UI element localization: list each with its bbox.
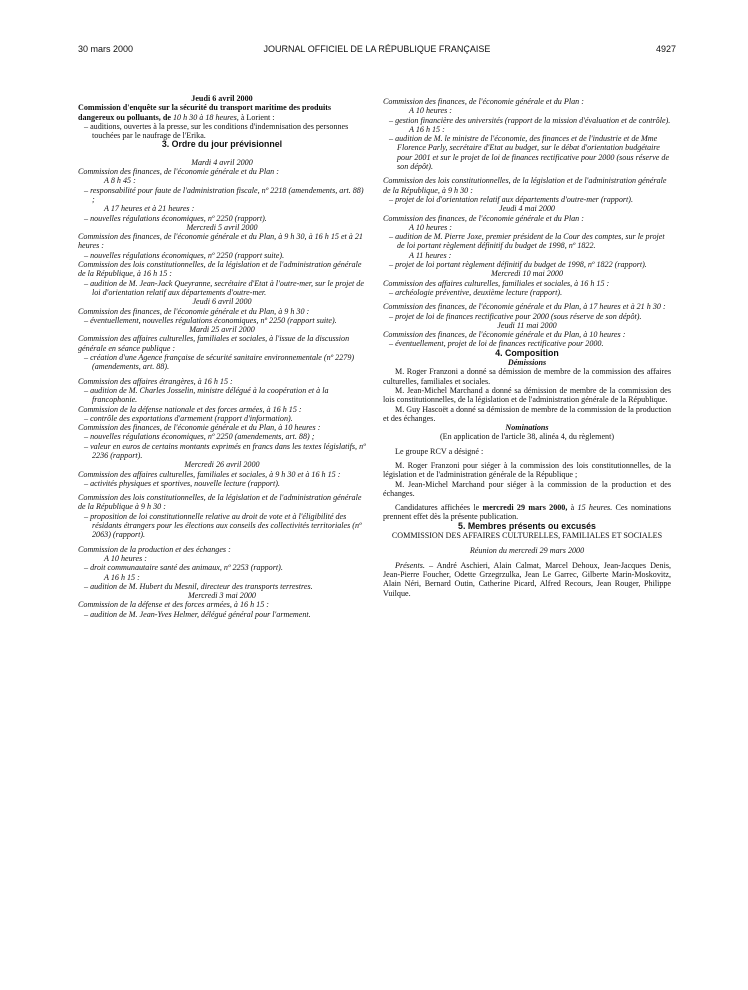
commission-line: Commission des finances, de l'économie générale et du Plan : bbox=[383, 97, 584, 106]
resignation-paragraph: M. Guy Hascoët a donné sa démission de membre de la commission de la production et des échanges. bbox=[383, 404, 671, 423]
day-heading: Mercredi 3 mai 2000 bbox=[188, 591, 256, 601]
presents-paragraph: Présents. – André Aschieri, Alain Calmat, Marcel Dehoux, Jean-Jacques Denis, Jean-Pierre Foucher, Odette Grzegrzulka, Jean Le Garrec, Gilberte Marin-Moskovitz, Alain Néri, Bernard Outin, Catherine Picard, Alfred Recours, Jean Rouger, Philippe Vuilque. bbox=[383, 560, 671, 598]
commission-line: Commission des lois constitutionnelles, de la législation et de l'administration générale de la République à 9 h 30 : bbox=[78, 493, 362, 512]
commission-line: Commission des lois constitutionnelles, de la législation et de l'administration générale de la République, à 9 h 30 : bbox=[383, 176, 667, 195]
commission-line: Commission de la production et des échanges : bbox=[78, 544, 231, 554]
agenda-item: – contrôle des exportations d'armement (rapport d'information). bbox=[84, 413, 293, 423]
section-title: 4. Composition bbox=[495, 347, 559, 358]
agenda-item: – éventuellement, nouvelles régulations économiques, nº 2250 (rapport suite). bbox=[84, 315, 337, 325]
commission-line: Commission des affaires culturelles, familiales et sociales, à l'issue de la discussion générale en séance publique : bbox=[78, 334, 350, 353]
commission-line: Commission des finances, de l'économie générale et du Plan : bbox=[383, 213, 584, 223]
commission-line: Commission de la défense et des forces armées, à 16 h 15 : bbox=[78, 600, 269, 610]
agenda-item: – valeur en euros de certains montants exprimés en francs dans les textes législatifs, nº 2236 (rapport). bbox=[84, 441, 366, 460]
application-note: (En application de l'article 38, alinéa 4, du règlement) bbox=[439, 432, 615, 442]
agenda-item: – activités physiques et sportives, nouvelle lecture (rapport). bbox=[84, 478, 280, 488]
right-column bbox=[383, 97, 671, 598]
agenda-item: – nouvelles régulations économiques, nº 2250 (rapport suite). bbox=[84, 250, 285, 260]
agenda-item: – projet de loi de finances rectificative pour 2000 (sous réserve de son dépôt). bbox=[389, 311, 642, 321]
agenda-item: – droit communautaire santé des animaux, nº 2253 (rapport). bbox=[84, 563, 283, 573]
agenda-item: – auditions, ouvertes à la presse, sur les conditions d'indemnisation des personnes touchées par le naufrage de l'Erika. bbox=[84, 121, 349, 141]
commission-line: Commission des finances, de l'économie générale et du Plan, à 10 heures : bbox=[383, 330, 626, 340]
commission-line: Commission des lois constitutionnelles, de la législation et de l'administration générale de la République, à 16 h 15 : bbox=[78, 260, 362, 279]
section-title: 5. Membres présents ou excusés bbox=[458, 520, 596, 531]
commission-line: Commission des finances, de l'économie générale et du Plan : bbox=[78, 167, 279, 177]
agenda-item: – nouvelles régulations économiques, nº 2250 (amendements, art. 88) ; bbox=[84, 432, 315, 442]
day-heading: Mercredi 26 avril 2000 bbox=[184, 460, 260, 470]
day-heading: Jeudi 6 avril 2000 bbox=[191, 94, 253, 103]
header-date: 30 mars 2000 bbox=[78, 44, 134, 54]
time-line: A 11 heures : bbox=[409, 250, 452, 260]
day-heading: Jeudi 4 mai 2000 bbox=[499, 204, 555, 214]
time-line: A 10 heures : bbox=[409, 222, 452, 232]
agenda-item: – audition de M. le ministre de l'économie, des finances et de l'industrie et de Mme Florence Parly, secrétaire d'Etat au budget, sur le débat d'orientation budgétaire pour 2001 et sur le projet de loi de finances rectificative pour 2000 (sous réserve de son dépôt). bbox=[389, 134, 670, 172]
subsection-title: Nominations bbox=[505, 423, 549, 433]
agenda-item: – gestion financière des universités (rapport de la mission d'évaluation et de contrôle). bbox=[389, 115, 671, 125]
day-heading: Jeudi 11 mai 2000 bbox=[497, 320, 557, 330]
day-heading: Mardi 25 avril 2000 bbox=[189, 325, 255, 335]
agenda-item: – proposition de loi constitutionnelle relative au droit de vote et à l'éligibilité des résidants étrangers pour les élections aux conseils des collectivités territoriales (nº 2063) (rapport). bbox=[84, 511, 362, 540]
commission-line: Commission des finances, de l'économie générale et du Plan, à 9 h 30 : bbox=[78, 306, 310, 316]
commission-paragraph: Commission d'enquête sur la sécurité du transport maritime des produits dangereux ou polluants, de 10 h 30 à 18 heures, à Lorient : bbox=[78, 103, 332, 122]
time-line: A 8 h 45 : bbox=[104, 176, 136, 186]
commission-line: Commission des affaires culturelles, familiales et sociales, à 16 h 15 : bbox=[383, 278, 610, 288]
agenda-item: – projet de loi portant règlement définitif du budget de 1998, nº 1822 (rapport). bbox=[389, 260, 647, 270]
commission-line: Commission des finances, de l'économie générale et du Plan, à 9 h 30, à 16 h 15 et à 21 heures : bbox=[78, 232, 363, 251]
time-line: A 16 h 15 : bbox=[409, 124, 445, 134]
time-line: A 10 heures : bbox=[409, 106, 452, 116]
agenda-item: – projet de loi d'orientation relatif aux départements d'outre-mer (rapport). bbox=[389, 194, 633, 204]
time-line: A 17 heures et à 21 heures : bbox=[104, 204, 195, 214]
header-page-number: 4927 bbox=[655, 44, 676, 54]
commission-line: Commission des finances, de l'économie générale et du Plan, à 10 heures : bbox=[78, 423, 321, 433]
day-heading: Mercredi 10 mai 2000 bbox=[490, 269, 563, 279]
nomination-paragraph: M. Jean-Michel Marchand pour siéger à la commission de la production et des échanges. bbox=[383, 479, 671, 498]
agenda-item: – éventuellement, projet de loi de finances rectificative pour 2000. bbox=[389, 339, 604, 349]
agenda-item: – responsabilité pour faute de l'administration fiscale, nº 2218 (amendements, art. 88) ; bbox=[84, 185, 364, 204]
agenda-item: – audition de M. Charles Josselin, ministre délégué à la coopération et à la francophonie. bbox=[84, 385, 329, 405]
commission-line: Commission des affaires étrangères, à 16 h 15 : bbox=[78, 376, 233, 386]
nomination-paragraph: M. Roger Franzoni pour siéger à la commission des lois constitutionnelles, de la législation et de l'administration générale de la République ; bbox=[383, 460, 671, 480]
section-title: 3. Ordre du jour prévisionnel bbox=[161, 139, 283, 150]
agenda-item: – audition de M. Pierre Joxe, premier président de la Cour des comptes, sur le projet de loi portant règlement définitif du budget de 1998, nº 1822. bbox=[389, 232, 665, 251]
agenda-item: – nouvelles régulations économiques, nº 2250 (rapport). bbox=[84, 213, 267, 223]
day-heading: Mercredi 5 avril 2000 bbox=[186, 222, 258, 232]
day-heading: Mardi 4 avril 2000 bbox=[191, 157, 253, 167]
agenda-item: – audition de M. Hubert du Mesnil, directeur des transports terrestres. bbox=[84, 581, 313, 591]
left-column bbox=[78, 94, 366, 619]
candidatures-paragraph: Candidatures affichées le mercredi 29 mars 2000, à 15 heures. Ces nominations prennent effet dès la présente publication. bbox=[383, 503, 671, 522]
commission-line: Commission des affaires culturelles, familiales et sociales, à 9 h 30 et à 16 h 15 : bbox=[78, 469, 341, 479]
meeting-date: Réunion du mercredi 29 mars 2000 bbox=[469, 546, 585, 556]
nomination-intro: Le groupe RCV a désigné : bbox=[395, 446, 484, 456]
commission-line: Commission de la défense nationale et des forces armées, à 16 h 15 : bbox=[78, 404, 302, 414]
page-header bbox=[78, 44, 676, 58]
agenda-item: – archéologie préventive, deuxième lecture (rapport). bbox=[389, 287, 563, 297]
resignation-paragraph: M. Jean-Michel Marchand a donné sa démission de membre de la commission des lois constitutionnelles, de la législation et de l'administration générale de la République. bbox=[383, 385, 671, 405]
commission-name: COMMISSION DES AFFAIRES CULTURELLES, FAMILIALES ET SOCIALES bbox=[391, 531, 663, 541]
resignation-paragraph: M. Roger Franzoni a donné sa démission de membre de la commission des affaires culturelles, familiales et sociales. bbox=[383, 367, 671, 386]
agenda-item: – audition de M. Jean-Yves Helmer, délégué général pour l'armement. bbox=[84, 609, 311, 619]
subsection-title: Démissions bbox=[507, 358, 547, 368]
commission-line: Commission des finances, de l'économie générale et du Plan, à 17 heures et à 21 h 30 : bbox=[383, 302, 666, 312]
time-line: A 10 heures : bbox=[104, 553, 147, 563]
header-title: JOURNAL OFFICIEL DE LA RÉPUBLIQUE FRANÇAISE bbox=[263, 44, 491, 54]
day-heading: Jeudi 6 avril 2000 bbox=[192, 297, 252, 307]
agenda-item: – audition de M. Jean-Jack Queyranne, secrétaire d'Etat à l'outre-mer, sur le projet de loi d'orientation relatif aux départements d'outre-mer. bbox=[84, 278, 364, 297]
agenda-item: – création d'une Agence française de sécurité sanitaire environnementale (nº 2279) (amendements, art. 88). bbox=[84, 353, 355, 372]
time-line: A 16 h 15 : bbox=[104, 572, 140, 582]
